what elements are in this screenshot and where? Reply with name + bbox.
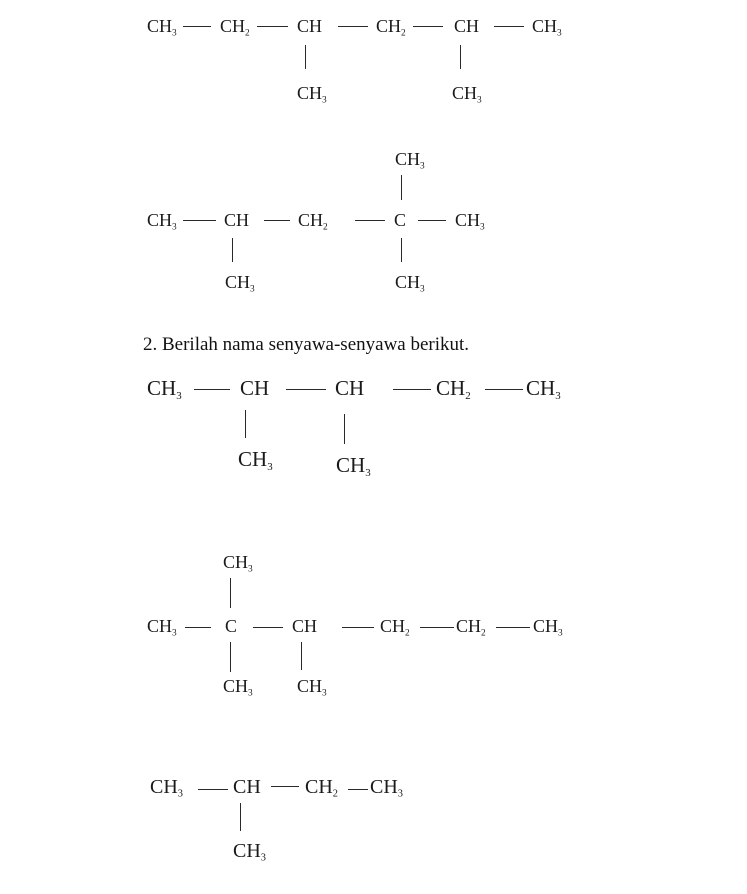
group-ch3: $CH_3$ [238,447,273,473]
bond [232,238,233,262]
group-ch3: $CH_3$ [395,149,425,172]
group-ch3: $CH_3$ [147,616,177,639]
group-ch2: $CH_2$ [376,16,406,39]
group-ch2: $CH_2$ [456,616,486,639]
group-ch: CH [224,210,250,230]
bond [198,789,228,790]
group-ch3: $CH_3$ [233,840,266,864]
group-ch3: $CH_3$ [297,676,327,699]
group-ch: CH [240,376,270,400]
bond [183,26,211,27]
group-ch3: $CH_3$ [395,272,425,295]
bond [286,389,326,390]
group-ch3: $CH_3$ [526,376,561,402]
bond [460,45,461,69]
bond [271,786,299,787]
bond [401,175,402,200]
bond [342,627,374,628]
group-ch3: $CH_3$ [147,210,177,233]
group-ch3: $CH_3$ [370,776,403,800]
group-ch2: $CH_2$ [220,16,250,39]
group-ch3: $CH_3$ [455,210,485,233]
group-ch3: $CH_3$ [147,16,177,39]
group-ch2: $CH_2$ [380,616,410,639]
bond [183,220,216,221]
group-ch: CH [233,776,261,798]
bond [418,220,446,221]
group-c: C [225,616,238,636]
group-ch3: $CH_3$ [452,83,482,106]
group-c: C [394,210,407,230]
bond [230,578,231,608]
bond [301,642,302,670]
group-ch3: $CH_3$ [336,453,371,479]
bond [355,220,385,221]
group-ch3: $CH_3$ [147,376,182,402]
group-ch3: $CH_3$ [150,776,183,800]
group-ch: CH [297,16,323,36]
bond [344,414,345,444]
group-ch2: $CH_2$ [436,376,471,402]
group-ch3: $CH_3$ [225,272,255,295]
bond [264,220,290,221]
bond [253,627,283,628]
group-ch3: $CH_3$ [533,616,563,639]
group-ch3: $CH_3$ [532,16,562,39]
bond [393,389,431,390]
bond [245,410,246,438]
bond [401,238,402,262]
bond [185,627,211,628]
bond [305,45,306,69]
bond [485,389,523,390]
bond [413,26,443,27]
bond [496,627,530,628]
bond [494,26,524,27]
group-ch3: $CH_3$ [223,552,253,575]
group-ch2: $CH_2$ [298,210,328,233]
group-ch: CH [292,616,318,636]
question-instruction: 2. Berilah nama senyawa-senyawa berikut. [143,334,470,355]
group-ch3: $CH_3$ [297,83,327,106]
bond [230,642,231,672]
bond [420,627,454,628]
bond [348,789,368,790]
group-ch: CH [454,16,480,36]
group-ch: CH [335,376,365,400]
bond [338,26,368,27]
bond [240,803,241,831]
bond [194,389,230,390]
group-ch2: $CH_2$ [305,776,338,800]
bond [257,26,288,27]
group-ch3: $CH_3$ [223,676,253,699]
